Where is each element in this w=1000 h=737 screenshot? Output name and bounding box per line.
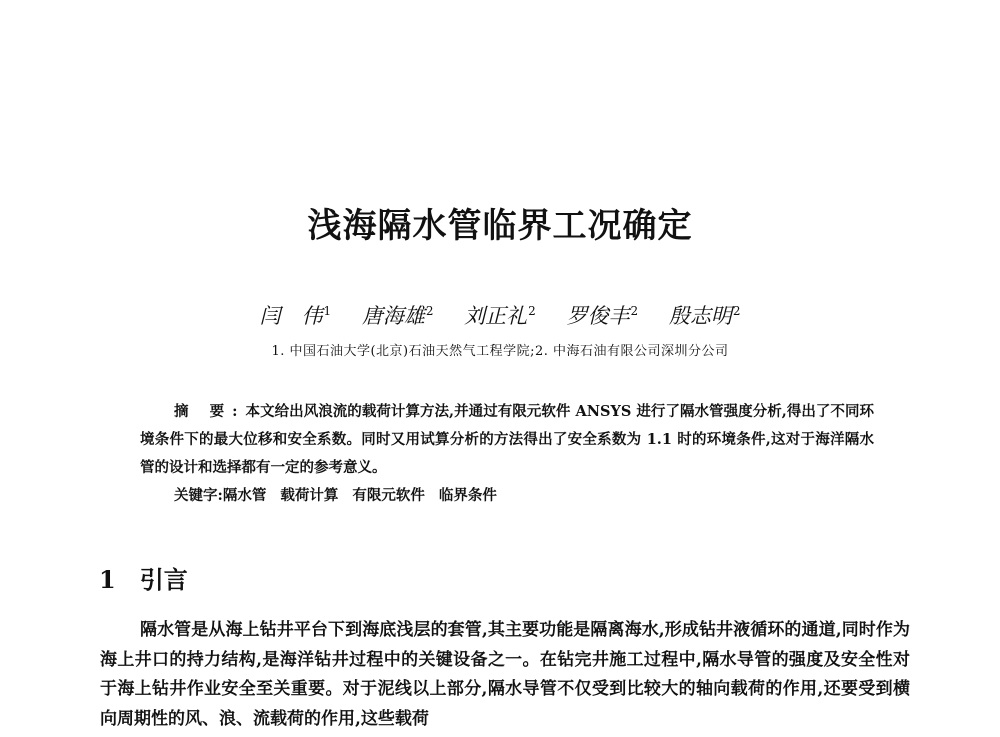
section-number: 1 (99, 565, 116, 594)
abstract-text: 本文给出风浪流的载荷计算方法,并通过有限元软件 ANSYS 进行了隔水管强度分析,得出了不同环境条件下的最大位移和安全系数。同时又用试算分析的方法得出了安全系数为 1.1 时的环境条件,这对于海洋隔水管的设计和选择都有一定的参考意义。 (140, 403, 874, 476)
author-name: 唐海雄 (361, 304, 425, 328)
author-3 (464, 300, 536, 330)
author-name: 罗俊丰 (566, 304, 630, 328)
author-affiliation-mark: 2 (630, 304, 639, 318)
author-name: 闫 伟 (259, 304, 323, 328)
paper-title: 浅海隔水管临界工况确定 (307, 206, 693, 246)
author-affiliation-mark: 2 (425, 304, 434, 318)
author-4 (567, 300, 639, 330)
author-name: 殷志明 (668, 304, 732, 328)
author-2 (362, 300, 434, 330)
author-list (0, 300, 1000, 330)
keyword-item: 隔水管 (222, 487, 267, 504)
section-title: 引言 (139, 566, 188, 594)
section-body (100, 616, 910, 734)
abstract-paragraph (140, 398, 874, 482)
author-affiliation-mark: 2 (528, 304, 536, 318)
affiliation-line: 1. 中国石油大学(北京)石油天然气工程学院;2. 中海石油有限公司深圳分公司 (271, 344, 729, 359)
keyword-item: 有限元软件 (352, 487, 425, 504)
keyword-item: 载荷计算 (280, 487, 339, 504)
section-heading (99, 560, 188, 595)
keywords-label: 关键字: (174, 487, 223, 504)
abstract-label: 摘 要: (174, 403, 246, 420)
author-1 (260, 300, 332, 330)
body-paragraph: 隔水管是从海上钻井平台下到海底浅层的套管,其主要功能是隔离海水,形成钻井液循环的通道,同时作为海上井口的持力结构,是海洋钻井过程中的关键设备之一。在钻完井施工过程中,隔水导管的强度及安全性对于海上钻井作业安全至关重要。对于泥线以上部分,隔水导管不仅受到比较大的轴向载荷的作用,还要受到横向周期性的风、浪、流载荷的作用,这些载荷 (100, 620, 910, 729)
author-5 (669, 300, 741, 330)
keywords-line (140, 482, 874, 510)
author-name: 刘正礼 (464, 304, 528, 328)
abstract-section (140, 398, 874, 510)
author-affiliation-mark: 1 (323, 304, 332, 318)
author-affiliation-mark: 2 (732, 304, 741, 318)
keyword-item: 临界条件 (438, 487, 497, 504)
